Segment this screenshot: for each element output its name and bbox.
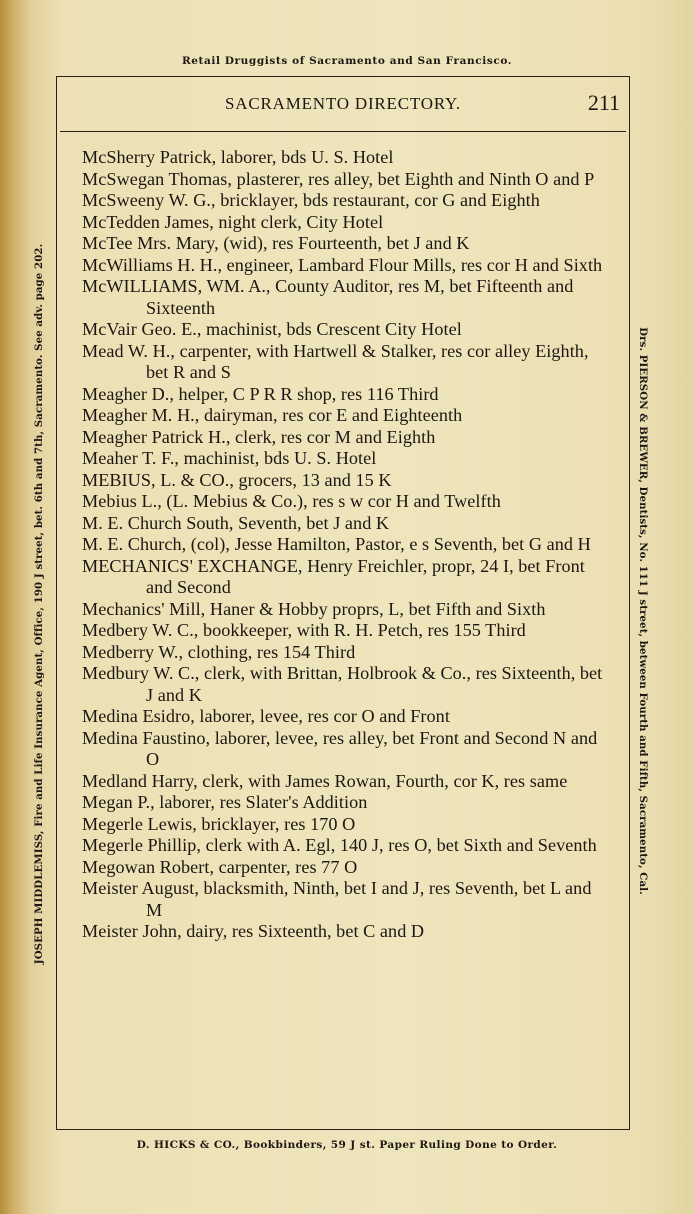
page-header [56, 90, 630, 120]
directory-entry: Meagher D., helper, C P R R shop, res 116 Third [82, 383, 439, 404]
directory-entry: Meaher T. F., machinist, bds U. S. Hotel [82, 448, 377, 468]
directory-entry: McVair Geo. E., machinist, bds Crescent City Hotel [82, 319, 462, 339]
directory-entry: McSherry Patrick, laborer, bds U. S. Hotel [82, 147, 394, 167]
directory-entries [82, 147, 612, 943]
directory-entry: M. E. Church South, Seventh, bet J and K [82, 512, 390, 533]
directory-entry: MEBIUS, L. & CO., grocers, 13 and 15 K [82, 469, 392, 490]
left-margin-advertisement [32, 124, 46, 1084]
directory-entry: McSwegan Thomas, plasterer, res alley, bet Eighth and Ninth O and P [82, 168, 595, 189]
directory-entry: Medland Harry, clerk, with James Rowan, Fourth, cor K, res same [82, 770, 568, 791]
directory-entry: McWilliams H. H., engineer, Lambard Flour Mills, res cor H and Sixth [82, 254, 603, 275]
top-advertisement: Retail Druggists of Sacramento and San Francisco. [181, 55, 513, 67]
directory-entry: McWILLIAMS, WM. A., County Auditor, res M, bet Fifteenth and Sixteenth [82, 276, 574, 318]
directory-entry: Mead W. H., carpenter, with Hartwell & Stalker, res cor alley Eighth, bet R and S [82, 340, 589, 382]
directory-entry: Meister John, dairy, res Sixteenth, bet C and D [82, 921, 425, 941]
directory-entry: MECHANICS' EXCHANGE, Henry Freichler, propr, 24 I, bet Front and Second [82, 555, 585, 597]
directory-entry: Medberry W., clothing, res 154 Third [82, 641, 356, 662]
directory-entry: Megerle Phillip, clerk with A. Egl, 140 J, res O, bet Sixth and Seventh [82, 835, 597, 855]
directory-entry: Meagher M. H., dairyman, res cor E and Eighteenth [82, 405, 463, 425]
bottom-advertisement: D. HICKS & CO., Bookbinders, 59 J st. Paper Ruling Done to Order. [136, 1139, 558, 1151]
page-number: 211 [587, 90, 620, 115]
directory-entry: M. E. Church, (col), Jesse Hamilton, Pastor, e s Seventh, bet G and H [82, 534, 591, 554]
directory-entry: Meister August, blacksmith, Ninth, bet I and J, res Seventh, bet L and M [82, 878, 592, 920]
left-margin-ad-text: JOSEPH MIDDLEMISS, Fire and Life Insurance Agent, Office, 190 J street, bet. 6th and 7th, Sacramento. See adv. page 202. [33, 243, 45, 965]
directory-entry: Medbery W. C., bookkeeper, with R. H. Petch, res 155 Third [82, 620, 526, 640]
directory-entry: Mebius L., (L. Mebius & Co.), res s w cor H and Twelfth [82, 491, 501, 511]
directory-entry: Megerle Lewis, bricklayer, res 170 O [82, 813, 356, 834]
directory-entry: Meagher Patrick H., clerk, res cor M and Eighth [82, 426, 436, 447]
directory-entry: Medbury W. C., clerk, with Brittan, Holbrook & Co., res Sixteenth, bet J and K [82, 663, 603, 705]
right-margin-ad-text: Drs. PIERSON & BREWER, Dentists, No. 111 J street, between Fourth and Fifth, Sacramento, Cal. [637, 327, 649, 895]
directory-entry: Megowan Robert, carpenter, res 77 O [82, 856, 358, 877]
page-title: SACRAMENTO DIRECTORY. [225, 94, 461, 113]
directory-entry: Mechanics' Mill, Haner & Hobby proprs, L, bet Fifth and Sixth [82, 598, 546, 619]
directory-entry: Megan P., laborer, res Slater's Addition [82, 792, 368, 812]
directory-entry: Medina Faustino, laborer, levee, res alley, bet Front and Second N and O [82, 727, 598, 769]
directory-entry: McSweeny W. G., bricklayer, bds restaurant, cor G and Eighth [82, 190, 540, 210]
directory-entry: Medina Esidro, laborer, levee, res cor O and Front [82, 706, 450, 726]
directory-entry: McTee Mrs. Mary, (wid), res Fourteenth, bet J and K [82, 233, 470, 253]
header-rule [60, 131, 626, 132]
directory-entry: McTedden James, night clerk, City Hotel [82, 211, 384, 232]
right-margin-advertisement [636, 206, 650, 1016]
